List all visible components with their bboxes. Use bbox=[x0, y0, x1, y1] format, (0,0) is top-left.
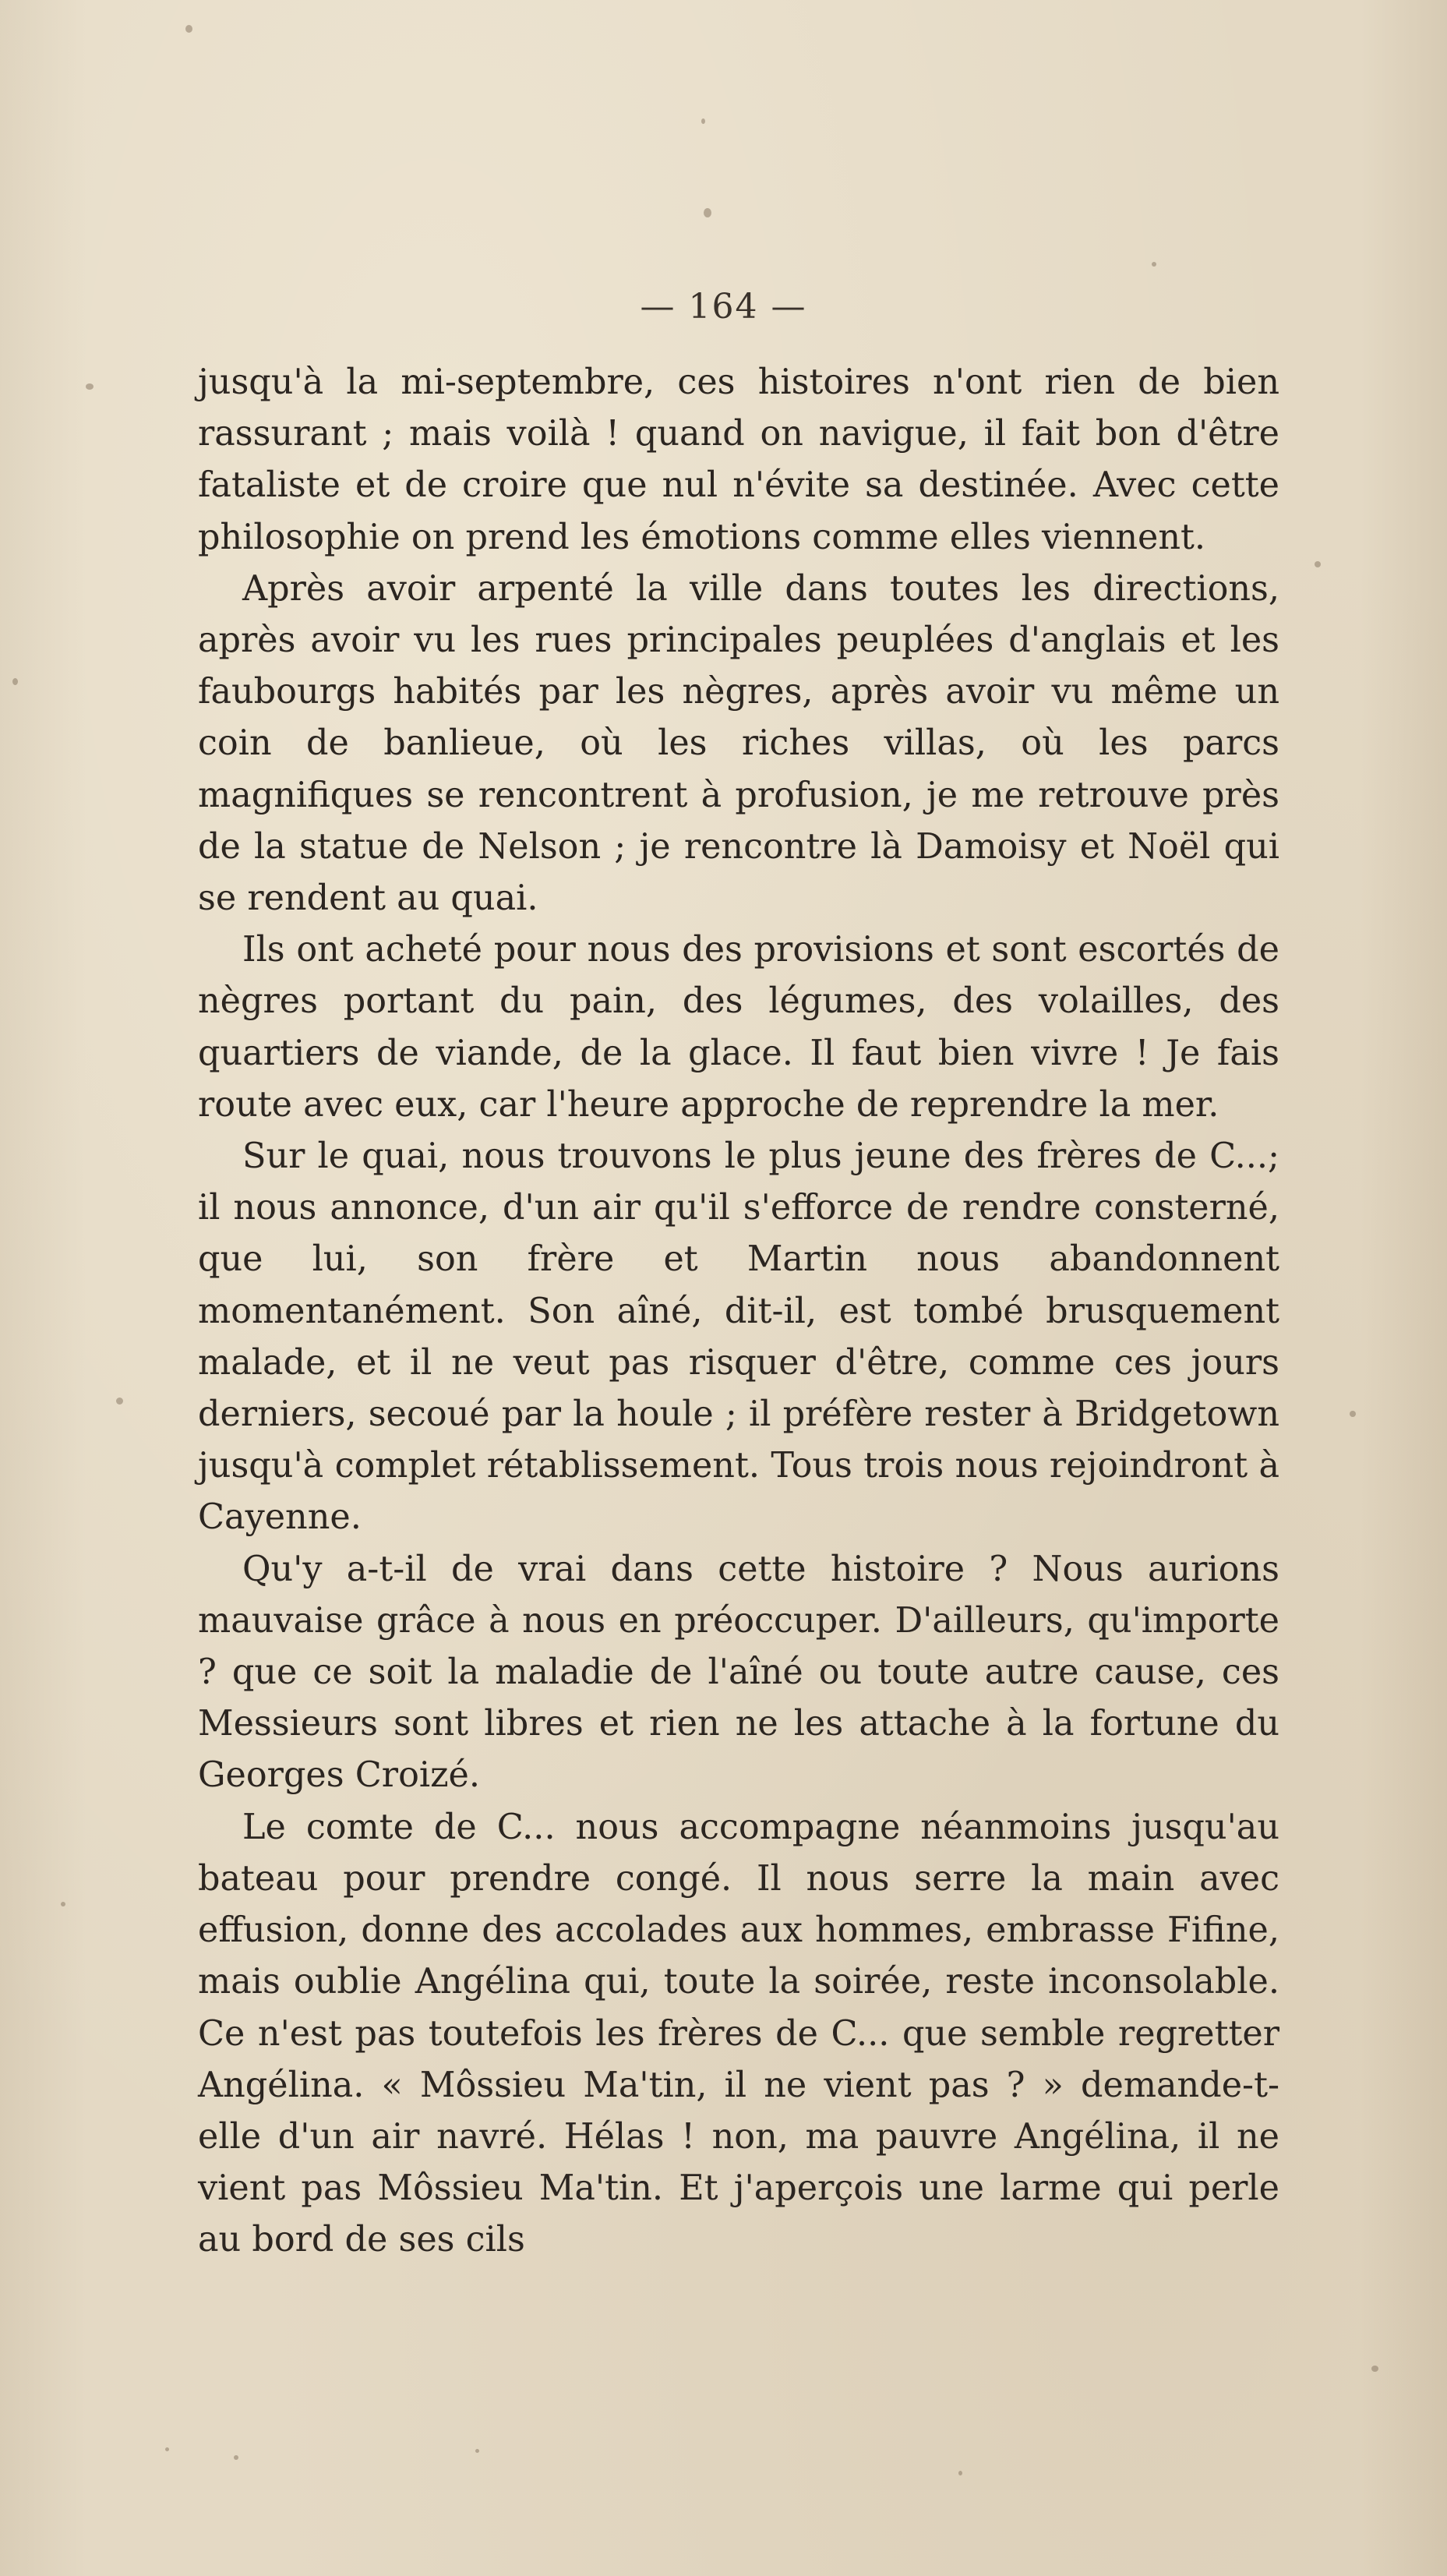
paper-speck bbox=[1152, 262, 1156, 267]
paper-speck bbox=[86, 383, 94, 390]
paper-speck bbox=[1371, 2366, 1378, 2372]
body-text bbox=[198, 357, 1279, 2267]
paper-speck bbox=[185, 25, 192, 33]
paper-speck bbox=[475, 2449, 479, 2453]
paper-speck bbox=[704, 208, 711, 217]
paragraph: Le comte de C... nous accompagne néanmoins jusqu'au bateau pour prendre congé. Il nous serre la main avec effusion, donne des accolades aux hommes, embrasse Fifine, mais oublie Angélina qui, toute la soirée, reste inconsolable. Ce n'est pas toutefois les frères de C... que semble regretter Angélina. « Môssieu Ma'tin, il ne vient pas ? » demande-t-elle d'un air navré. Hélas ! non, ma pauvre Angélina, il ne vient pas Môssieu Ma'tin. Et j'aperçois une larme qui perle au bord de ses cils bbox=[198, 1807, 1279, 2260]
paper-speck bbox=[165, 2447, 169, 2451]
paper-speck bbox=[1315, 561, 1321, 567]
paper-speck bbox=[958, 2471, 962, 2475]
paper-speck bbox=[61, 1902, 65, 1906]
paper-speck bbox=[116, 1398, 123, 1405]
paper-speck bbox=[701, 118, 705, 124]
paragraph: Qu'y a-t-il de vrai dans cette histoire ? Nous aurions mauvaise grâce à nous en préoccuper. D'ailleurs, qu'importe ? que ce soit la maladie de l'aîné ou toute autre cause, ces Messieurs sont libres et rien ne les attache à la fortune du Georges Croizé. bbox=[198, 1549, 1279, 1796]
paragraph: Sur le quai, nous trouvons le plus jeune des frères de C...; il nous annonce, d'un air qu'il s'efforce de rendre consterné, que lui, son frère et Martin nous abandonnent momentanément. Son aîné, dit-il, est tombé brusquement malade, et il ne veut pas risquer d'être, comme ces jours derniers, secoué par la houle ; il préfère rester à Bridgetown jusqu'à complet rétablissement. Tous trois nous rejoindront à Cayenne. bbox=[198, 1136, 1279, 1538]
paper-speck bbox=[234, 2455, 238, 2460]
paragraph: Ils ont acheté pour nous des provisions et sont escortés de nègres portant du pain, des légumes, des volailles, des quartiers de viande, de la glace. Il faut bien vivre ! Je fais route avec eux, car l'heure approche de reprendre la mer. bbox=[198, 930, 1279, 1125]
paper-speck bbox=[12, 678, 18, 685]
paper-speck bbox=[1350, 1411, 1356, 1417]
paragraph: jusqu'à la mi-septembre, ces histoires n'ont rien de bien rassurant ; mais voilà ! quand on navigue, il fait bon d'être fataliste et de croire que nul n'évite sa destinée. Avec cette philosophie on prend les émotions comme elles viennent. bbox=[198, 362, 1279, 557]
page-number: — 164 — bbox=[640, 287, 807, 327]
paragraph: Après avoir arpenté la ville dans toutes les directions, après avoir vu les rues principales peuplées d'anglais et les faubourgs habités par les nègres, après avoir vu même un coin de banlieue, où les riches villas, où les parcs magnifiques se rencontrent à profusion, je me retrouve près de la statue de Nelson ; je rencontre là Damoisy et Noël qui se rendent au quai. bbox=[198, 568, 1279, 919]
